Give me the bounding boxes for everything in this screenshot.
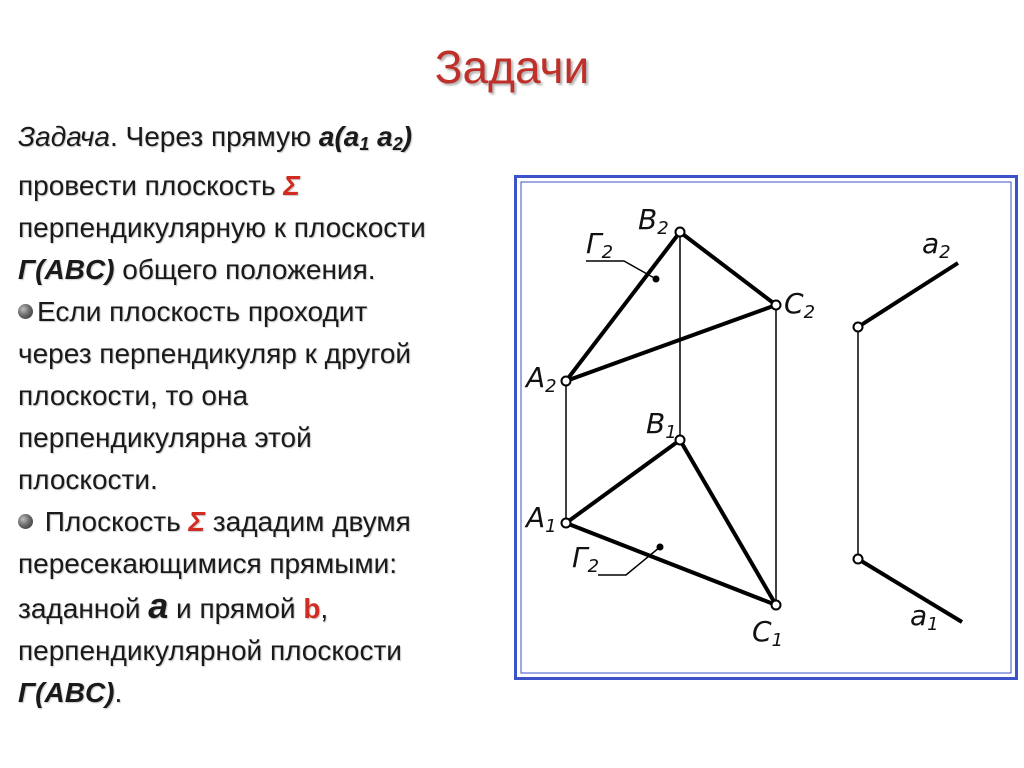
- edge-b2-c2: [680, 232, 776, 305]
- label-a2: A2: [526, 361, 557, 397]
- line-a-notation: $a(a_1$ $a_2$): [318, 121, 413, 154]
- task-label: Задача: [18, 121, 110, 152]
- bullet1-line-4: перпендикулярна этой: [18, 422, 312, 453]
- bullet2-line-4: перпендикулярной плоскости: [18, 635, 402, 666]
- label-b2: B2: [638, 203, 669, 239]
- plane-dot-top: [653, 276, 660, 283]
- plane-gabc: Г(ABC): [18, 254, 115, 285]
- plane-dot-bottom: [657, 544, 664, 551]
- point-a2-line: [854, 323, 863, 332]
- bullet2-line-1: Плоскость Σ зададим двумя: [18, 501, 518, 543]
- bullet-icon: [18, 514, 33, 529]
- label-a2-line: a2: [922, 227, 951, 263]
- task-text-block: [18, 116, 518, 714]
- bullet-icon: [18, 304, 33, 319]
- point-a1: [562, 519, 571, 528]
- point-c2: [772, 301, 781, 310]
- bullet1-line-1: Если плоскость проходит: [18, 291, 518, 333]
- label-c2: C2: [784, 287, 816, 323]
- label-a1-line: a1: [910, 599, 939, 635]
- sigma-symbol: Σ: [188, 506, 205, 537]
- task-line-3: перпендикулярную к плоскости: [18, 212, 426, 243]
- label-g2-bottom: Г2: [572, 541, 600, 577]
- sigma-symbol: Σ: [283, 170, 300, 201]
- projection-diagram: [514, 175, 1018, 680]
- line-a2: [858, 263, 958, 327]
- point-a1-line: [854, 555, 863, 564]
- line-a-symbol: a: [148, 585, 169, 626]
- bullet2-line-5: Г(ABC).: [18, 677, 123, 708]
- task-line-2: провести плоскость Σ: [18, 170, 300, 201]
- point-b2: [676, 228, 685, 237]
- line-b-symbol: b: [303, 593, 321, 624]
- edge-b1-c1: [680, 440, 776, 605]
- plane-gabc: Г(ABC): [18, 677, 115, 708]
- slide-title: Задачи: [434, 41, 590, 93]
- bullet1-line-5: плоскости.: [18, 464, 158, 495]
- label-g2-top: Г2: [586, 227, 614, 263]
- label-a1: A1: [526, 501, 557, 537]
- label-c1: C1: [752, 615, 784, 651]
- bullet1-line-3: плоскости, то она: [18, 380, 249, 411]
- label-b1: B1: [646, 407, 677, 443]
- task-line-4: Г(ABC) общего положения.: [18, 254, 376, 285]
- bullet1-line-2: через перпендикуляр к другой: [18, 338, 412, 369]
- leader-g2-bottom: [598, 547, 660, 575]
- bullet2-line-3: заданной a и прямой b,: [18, 585, 329, 626]
- point-c1: [772, 601, 781, 610]
- bullet2-line-2: пересекающимися прямыми:: [18, 548, 398, 579]
- task-line-1: Задача. Через прямую $a(a_1$ $a_2$): [18, 121, 413, 154]
- point-b1: [676, 436, 685, 445]
- edge-a1-b1: [566, 440, 680, 523]
- point-a2: [562, 377, 571, 386]
